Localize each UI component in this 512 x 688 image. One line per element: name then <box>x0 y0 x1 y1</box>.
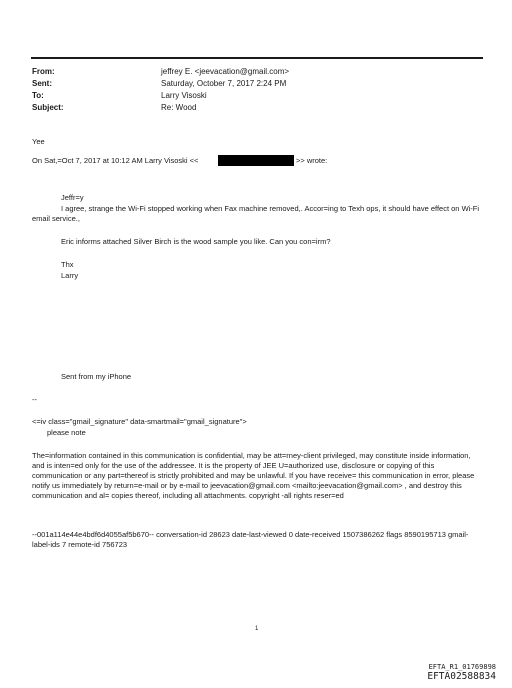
document-id-small: EFTA_R1_01769898 <box>428 663 496 671</box>
sent-value: Saturday, October 7, 2017 2:24 PM <box>161 79 287 88</box>
quoted-paragraph-2: Eric informs attached Silver Birch is the wood sample you like. Can you con=irm? <box>61 237 331 246</box>
quoted-paragraph-1: I agree, strange the Wi-Fi stopped working when Fax machine removed,. Accor=ing to Texh ops, it should have effect on Wi-Fi email service., <box>32 204 480 223</box>
subject-value: Re: Wood <box>161 103 197 112</box>
to-value: Larry Visoski <box>161 91 207 100</box>
from-value: jeffrey E. <jeevacation@gmail.com> <box>161 67 290 76</box>
quoted-thx: Thx <box>61 260 74 269</box>
subject-label: Subject: <box>32 103 64 112</box>
document-id-large: EFTA02588834 <box>427 671 496 682</box>
disclaimer-paragraph: The=information contained in this communication is confidential, may be att=rney-client privileged, may constitute inside information, and is inten=ed only for the use of the addressee. It is the property of JEE U=authorized use, disclosure or copying of this communication or any part=thereof is strictly prohibited and may be unlawful. If you have receive= this communication in error, please notify us immediately by return=e-mail or by e-mail to jeevacation@gmail.com <mailto:jeevacation@gmail.com> , and destroy this communication and al= copies thereof, including all attachments. copyright -all rights reser=ed <box>32 451 475 500</box>
sent-label: Sent: <box>32 79 52 88</box>
please-note: please note <box>47 428 86 437</box>
page-number: 1 <box>255 626 259 632</box>
quoted-greeting: Jeffr=y <box>61 193 84 202</box>
quote-intro-start: On Sat,=Oct 7, 2017 at 10:12 AM Larry Visoski << <box>32 156 199 165</box>
header-rule <box>31 57 483 59</box>
quote-intro-end: >> wrote: <box>296 156 328 165</box>
quoted-name: Larry <box>61 271 79 280</box>
redaction-box <box>218 155 294 166</box>
to-label: To: <box>32 91 44 100</box>
message-metadata: --001a114e44e4bdf6d4055af5b670-- conversation-id 28623 date-last-viewed 0 date-received 1507386262 flags 8590195713 gmail-label-ids 7 remote-id 756723 <box>32 530 469 549</box>
signature-markup: <=iv class="gmail_signature" data-smartmail="gmail_signature"> <box>32 417 247 426</box>
from-label: From: <box>32 67 55 76</box>
reply-text: Yee <box>32 137 45 146</box>
signature-dashes: -- <box>32 395 37 404</box>
sent-from-line: Sent from my iPhone <box>61 372 132 381</box>
